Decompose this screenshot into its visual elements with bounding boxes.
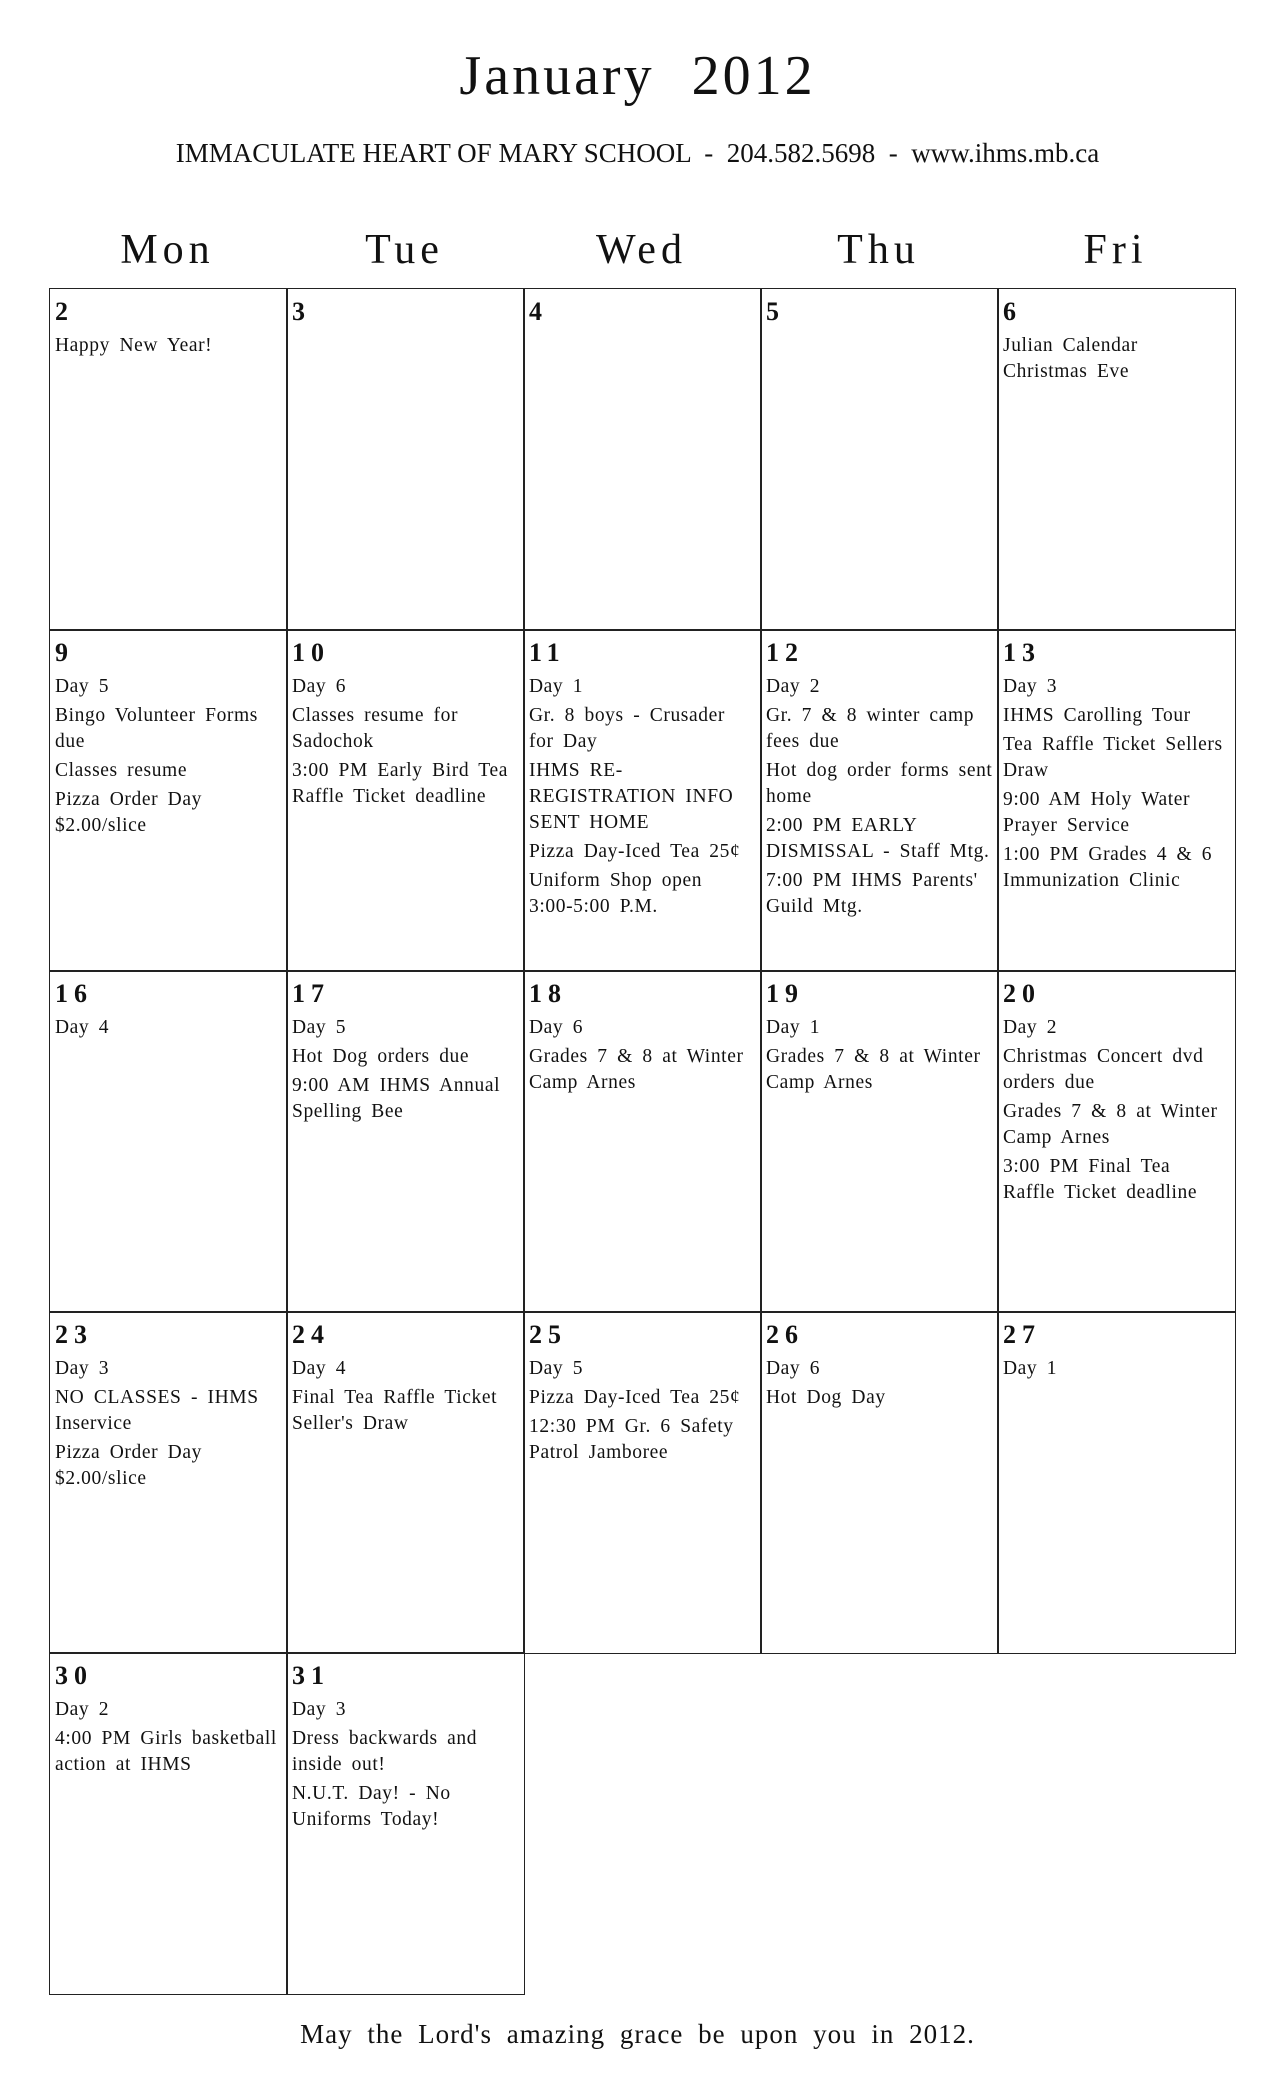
event-entry: Day 1 (529, 676, 584, 697)
day-number: 25 (529, 1320, 567, 1349)
day-number: 3 (292, 297, 311, 326)
day-number: 19 (766, 979, 804, 1008)
day-number: 9 (55, 638, 74, 667)
day-cell (523, 1311, 762, 1654)
event-entry: Pizza Order Day $2.00/slice (55, 1442, 202, 1489)
weekday-thu: Thu (837, 227, 920, 273)
event-entry: 1:00 PM Grades 4 & 6 Immunization Clinic (1003, 844, 1213, 891)
event-entry: Grades 7 & 8 at Winter Camp Arnes (766, 1046, 981, 1093)
event-entry: Day 2 (1003, 1017, 1058, 1038)
day-cell (760, 629, 999, 972)
day-number: 11 (529, 638, 566, 667)
event-entry: Hot dog order forms sent home (766, 760, 993, 807)
event-entry: Day 1 (766, 1017, 821, 1038)
day-cell (760, 970, 999, 1313)
day-cell (997, 1311, 1236, 1654)
event-entry: Tea Raffle Ticket Sellers Draw (1003, 734, 1223, 781)
day-number: 13 (1003, 638, 1041, 667)
day-number: 26 (766, 1320, 804, 1349)
event-entry: IHMS Carolling Tour (1003, 705, 1191, 726)
event-entry: Day 5 (529, 1358, 584, 1379)
empty-cell (760, 1652, 999, 1995)
day-cell (286, 288, 525, 631)
event-entry: 2:00 PM EARLY DISMISSAL - Staff Mtg. (766, 815, 990, 862)
day-cell (997, 970, 1236, 1313)
event-entry: IHMS RE-REGISTRATION INFO SENT HOME (529, 760, 734, 833)
day-cell (760, 1311, 999, 1654)
event-entry: Grades 7 & 8 at Winter Camp Arnes (1003, 1101, 1218, 1148)
event-entry: Day 5 (55, 676, 110, 697)
weekday-tue: Tue (365, 227, 444, 273)
day-number: 6 (1003, 297, 1022, 326)
page-title: January 2012 (459, 45, 816, 107)
day-cell (523, 629, 762, 972)
event-entry: 9:00 AM IHMS Annual Spelling Bee (292, 1075, 501, 1122)
day-cell (760, 288, 999, 631)
day-number: 30 (55, 1661, 93, 1690)
event-entry: Day 1 (1003, 1358, 1058, 1379)
event-entry: Day 6 (529, 1017, 584, 1038)
event-entry: Dress backwards and inside out! (292, 1728, 478, 1775)
day-cell (286, 970, 525, 1313)
calendar-grid (49, 288, 1234, 1993)
event-entry: Day 5 (292, 1017, 347, 1038)
day-cell (49, 970, 288, 1313)
event-entry: Christmas Concert dvd orders due (1003, 1046, 1204, 1093)
event-entry: Day 2 (55, 1699, 110, 1720)
day-cell (997, 629, 1236, 972)
weekday-fri: Fri (1083, 227, 1148, 273)
event-entry: N.U.T. Day! - No Uniforms Today! (292, 1783, 451, 1830)
day-number: 17 (292, 979, 330, 1008)
event-entry: Grades 7 & 8 at Winter Camp Arnes (529, 1046, 744, 1093)
day-number: 24 (292, 1320, 330, 1349)
day-cell (523, 288, 762, 631)
event-entry: 3:00 PM Final Tea Raffle Ticket deadline (1003, 1156, 1198, 1203)
day-cell (997, 288, 1236, 631)
event-entry: 12:30 PM Gr. 6 Safety Patrol Jamboree (529, 1416, 734, 1463)
event-entry: Pizza Day-Iced Tea 25¢ (529, 1387, 741, 1408)
event-entry: 3:00 PM Early Bird Tea Raffle Ticket deadline (292, 760, 508, 807)
weekday-wed: Wed (596, 227, 687, 273)
day-cell (286, 1311, 525, 1654)
school-info: IMMACULATE HEART OF MARY SCHOOL - 204.582.5698 - www.ihms.mb.ca (175, 138, 1100, 168)
day-cell (286, 1652, 525, 1995)
event-entry: Pizza Day-Iced Tea 25¢ (529, 841, 741, 862)
day-number: 16 (55, 979, 93, 1008)
day-cell (523, 970, 762, 1313)
day-cell (49, 288, 288, 631)
event-entry: Gr. 7 & 8 winter camp fees due (766, 705, 975, 752)
event-entry: Classes resume (55, 760, 188, 781)
day-cell (49, 1652, 288, 1995)
event-entry: Day 4 (292, 1358, 347, 1379)
day-number: 20 (1003, 979, 1041, 1008)
day-number: 31 (292, 1661, 330, 1690)
event-entry: Day 3 (1003, 676, 1058, 697)
day-number: 12 (766, 638, 804, 667)
day-number: 4 (529, 297, 548, 326)
weekday-mon: Mon (120, 227, 215, 273)
event-entry: 9:00 AM Holy Water Prayer Service (1003, 789, 1191, 836)
empty-cell (997, 1652, 1236, 1995)
event-entry: Bingo Volunteer Forms due (55, 705, 258, 752)
day-number: 10 (292, 638, 330, 667)
event-entry: 7:00 PM IHMS Parents' Guild Mtg. (766, 870, 978, 917)
weekday-header-row (49, 222, 1234, 278)
event-entry: NO CLASSES - IHMS Inservice (55, 1387, 259, 1434)
empty-cell (523, 1652, 762, 1995)
day-number: 23 (55, 1320, 93, 1349)
event-entry: 4:00 PM Girls basketball action at IHMS (55, 1728, 277, 1775)
day-cell (49, 629, 288, 972)
day-number: 27 (1003, 1320, 1041, 1349)
footer-blessing: May the Lord's amazing grace be upon you in 2012. (300, 2019, 975, 2049)
event-entry: Day 3 (55, 1358, 110, 1379)
event-entry: Final Tea Raffle Ticket Seller's Draw (292, 1387, 498, 1434)
event-entry: Uniform Shop open 3:00-5:00 P.M. (529, 870, 703, 917)
event-entry: Gr. 8 boys - Crusader for Day (529, 705, 725, 752)
event-entry: Classes resume for Sadochok (292, 705, 459, 752)
event-entry: Day 2 (766, 676, 821, 697)
event-entry: Day 4 (55, 1017, 110, 1038)
event-entry: Day 6 (292, 676, 347, 697)
event-entry: Hot Dog orders due (292, 1046, 470, 1067)
day-cell (286, 629, 525, 972)
event-entry: Pizza Order Day $2.00/slice (55, 789, 202, 836)
day-cell (49, 1311, 288, 1654)
day-number: 2 (55, 297, 74, 326)
day-number: 18 (529, 979, 567, 1008)
event-entry: Day 3 (292, 1699, 347, 1720)
event-entry: Day 6 (766, 1358, 821, 1379)
event-entry: Julian Calendar Christmas Eve (1003, 335, 1138, 382)
day-number: 5 (766, 297, 785, 326)
event-entry: Happy New Year! (55, 335, 213, 356)
event-entry: Hot Dog Day (766, 1387, 886, 1408)
